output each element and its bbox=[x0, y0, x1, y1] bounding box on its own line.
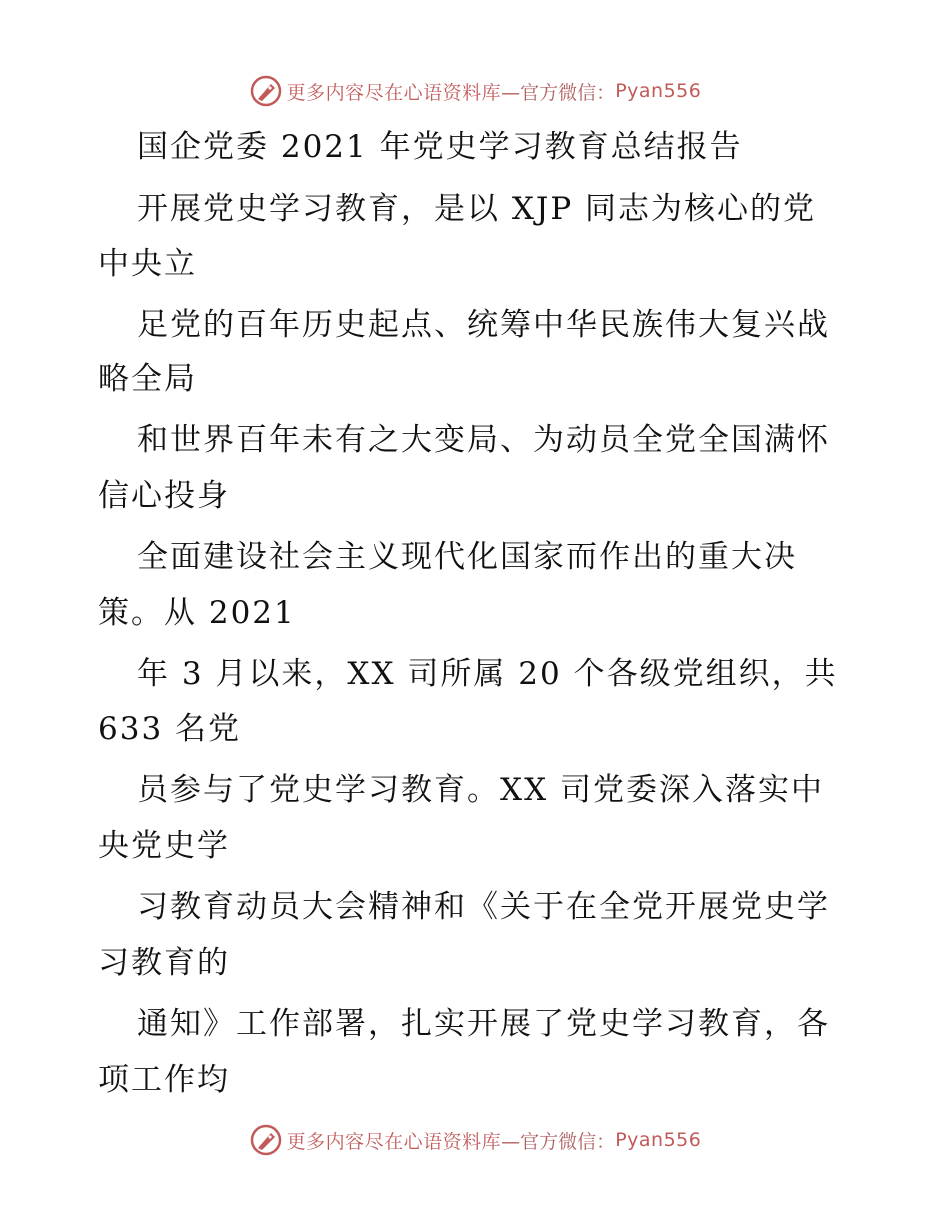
text-line: 策。从 2021 bbox=[98, 595, 296, 631]
watermark-text: 更多内容尽在心语资料库 bbox=[286, 81, 502, 104]
watermark-handle: Pyan556 bbox=[615, 1129, 702, 1151]
watermark-footer bbox=[0, 1120, 950, 1160]
watermark-separator: —官方微信： bbox=[501, 81, 616, 104]
text-line: 开展党史学习教育，是以 XJP 同志为核心的党 bbox=[137, 191, 817, 227]
text-line: 员参与了党史学习教育。XX 司党委深入落实中 bbox=[137, 772, 824, 808]
watermark-header bbox=[0, 71, 950, 111]
text-line: 习教育的 bbox=[98, 945, 230, 981]
text-line: 信心投身 bbox=[98, 478, 230, 514]
pen-nib-logo-icon bbox=[249, 1123, 283, 1157]
text-line: 习教育动员大会精神和《关于在全党开展党史学 bbox=[137, 889, 830, 925]
text-line: 央党史学 bbox=[98, 828, 230, 864]
text-line: 年 3 月以来，XX 司所属 20 个各级党组织，共 bbox=[137, 656, 838, 692]
text-line: 633 名党 bbox=[98, 711, 242, 747]
text-line: 和世界百年未有之大变局、为动员全党全国满怀 bbox=[137, 422, 830, 458]
text-line: 足党的百年历史起点、统筹中华民族伟大复兴战 bbox=[137, 307, 830, 343]
watermark-handle: Pyan556 bbox=[615, 80, 702, 102]
text-line: 项工作均 bbox=[98, 1062, 230, 1098]
watermark-separator: —官方微信： bbox=[501, 1130, 616, 1153]
text-line: 略全局 bbox=[98, 361, 197, 397]
text-line: 中央立 bbox=[98, 246, 197, 282]
watermark-text: 更多内容尽在心语资料库 bbox=[286, 1130, 502, 1153]
pen-nib-logo-icon bbox=[249, 74, 283, 108]
document-title: 国企党委 2021 年党史学习教育总结报告 bbox=[137, 129, 743, 165]
text-line: 通知》工作部署，扎实开展了党史学习教育，各 bbox=[137, 1006, 830, 1042]
text-line: 全面建设社会主义现代化国家而作出的重大决 bbox=[137, 539, 797, 575]
